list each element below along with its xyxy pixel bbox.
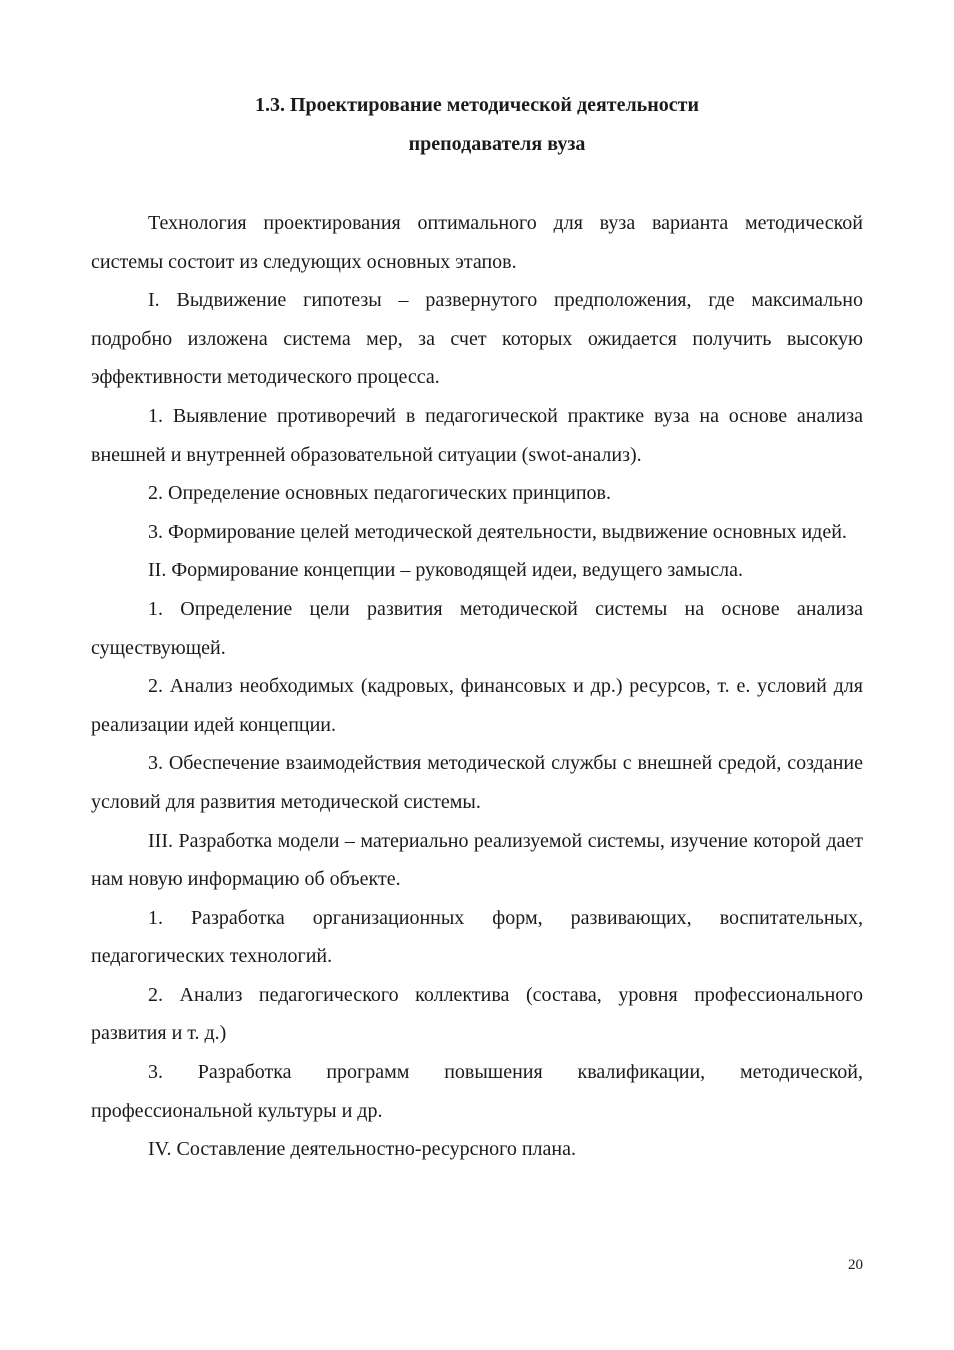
paragraph-stage-1-item-1: 1. Выявление противоречий в педагогической практике вуза на основе анализа внешней и внутренней образовательной ситуации (swot-анализ).: [91, 404, 863, 466]
page-number: 20: [848, 1257, 863, 1273]
paragraph-stage-3: III. Разработка модели – материально реализуемой системы, изучение которой дает нам новую информацию об объекте.: [91, 829, 863, 891]
paragraph-stage-2-item-3: 3. Обеспечение взаимодействия методической службы с внешней средой, создание условий для развития методической системы.: [91, 752, 863, 813]
section-heading-line-2: преподавателя вуза: [408, 133, 586, 155]
paragraph-stage-2: II. Формирование концепции – руководящей идеи, ведущего замысла.: [148, 559, 743, 582]
paragraph-stage-2-item-1: 1. Определение цели развития методической системы на основе анализа существующей.: [91, 597, 863, 659]
paragraph-stage-1: I. Выдвижение гипотезы – развернутого предположения, где максимально подробно изложена система мер, за счет которых ожидается получить высокую эффективности методического процесса.: [91, 289, 863, 389]
body-text: [91, 204, 863, 1169]
paragraph-stage-4: IV. Составление деятельностно-ресурсного плана.: [148, 1138, 576, 1161]
paragraph-stage-3-item-2: 2. Анализ педагогического коллектива (состава, уровня профессионального развития и т. д.): [91, 983, 863, 1045]
paragraph-stage-1-item-2: 2. Определение основных педагогических принципов.: [148, 482, 611, 505]
paragraph-stage-3-item-1: 1. Разработка организационных форм, развивающих, воспитательных, педагогических технологий.: [91, 906, 863, 968]
paragraph-stage-2-item-2: 2. Анализ необходимых (кадровых, финансовых и др.) ресурсов, т. е. условий для реализации идей концепции.: [91, 675, 863, 736]
section-heading: [91, 86, 863, 164]
paragraph-stage-1-item-3: 3. Формирование целей методической деятельности, выдвижение основных идей.: [148, 520, 847, 543]
page-content: [91, 86, 863, 1169]
section-heading-line-1: 1.3. Проектирование методической деятельности: [254, 94, 700, 116]
paragraph-stage-3-item-3: 3. Разработка программ повышения квалификации, методической, профессиональной культуры и др.: [91, 1061, 863, 1122]
paragraph-intro: Технология проектирования оптимального для вуза варианта методической системы состоит из следующих основных этапов.: [91, 212, 863, 273]
